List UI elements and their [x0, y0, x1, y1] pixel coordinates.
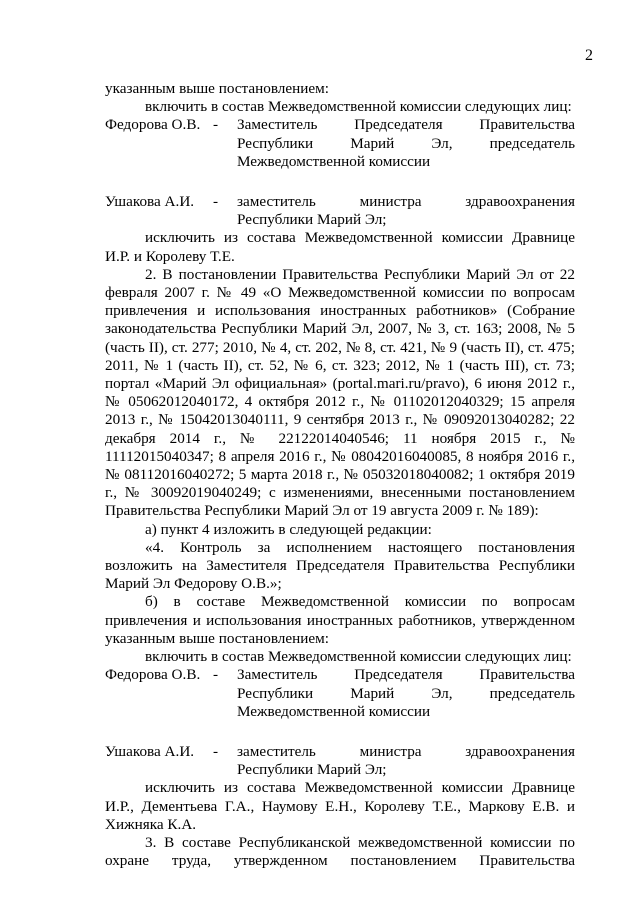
paragraph: 3. В составе Республиканской межведомственной комиссии по охране труда, утвержденном постановлением Правительства: [105, 833, 575, 870]
member-entry: [105, 116, 575, 171]
page-number: 2: [585, 47, 593, 64]
paragraph: б) в составе Межведомственной комиссии по вопросам привлечения и использования иностранных работников, утвержденном указанным выше постановлением:: [105, 593, 575, 647]
member-position: Заместитель Председателя Правительства Республики Марий Эл, председатель Межведомственной комиссии: [237, 666, 575, 720]
member-name: Ушакова А.И.: [105, 742, 195, 760]
member-name: Федорова О.В.: [105, 116, 201, 134]
member-dash: -: [213, 742, 219, 760]
member-position: Заместитель Председателя Правительства Республики Марий Эл, председатель Межведомственной комиссии: [237, 116, 575, 170]
paragraph: указанным выше постановлением:: [105, 80, 329, 97]
member-dash: -: [213, 116, 219, 134]
member-name: Ушакова А.И.: [105, 193, 195, 211]
member-position: заместитель министра здравоохранения Республики Марий Эл;: [237, 193, 575, 229]
member-entry: [105, 743, 575, 779]
paragraph: а) пункт 4 изложить в следующей редакции:: [145, 520, 432, 538]
member-position: заместитель министра здравоохранения Республики Марий Эл;: [237, 742, 575, 779]
member-dash: -: [213, 193, 219, 211]
member-entry: [105, 666, 575, 721]
member-entry: [105, 193, 575, 229]
paragraph: включить в состав Межведомственной комиссии следующих лиц:: [145, 648, 572, 666]
member-dash: -: [213, 666, 219, 684]
paragraph: 2. В постановлении Правительства Республики Марий Эл от 22 февраля 2007 г. № 49 «О Межведомственной комиссии по вопросам привлечения и использования иностранных работников» (Собрание законодательства Республики Марий Эл, 2007, № 3, ст. 163; 2008, № 5 (часть II), ст. 277; 2010, № 4, ст. 202, № 8, ст. 421, № 9 (часть II), ст. 475; 2011, № 1 (часть II), ст. 52, № 6, ст. 323; 2012, № 1 (часть III), ст. 73; портал «Марий Эл официальная» (portal.mari.ru/pravo), 6 июня 2012 г., № 05062012040172, 4 октября 2012 г., № 01102012040329; 15 апреля 2013 г., № 15042013040111, 9 сентября 2013 г., № 09092013040282; 22 декабря 2014 г., № 22122014040546; 11 ноября 2015 г., № 11112015040347; 8 апреля 2016 г., № 08042016040085, 8 ноября 2016 г., № 08112016040272; 5 марта 2018 г., № 05032018040082; 1 октября 2019 г., № 30092019040249; с изменениями, внесенными постановлением Правительства Республики Марий Эл от 19 августа 2009 г. № 189):: [105, 265, 575, 520]
document-body: [105, 80, 575, 870]
paragraph: исключить из состава Межведомственной комиссии Дравнице И.Р. и Королеву Т.Е.: [105, 229, 575, 265]
paragraph: исключить из состава Межведомственной комиссии Дравнице И.Р., Дементьева Г.А., Наумову Е.Н., Королеву Т.Е., Маркову Е.В. и Хижняка К.А.: [105, 779, 575, 833]
member-name: Федорова О.В.: [105, 666, 201, 684]
paragraph: включить в состав Межведомственной комиссии следующих лиц:: [145, 98, 572, 116]
paragraph: «4. Контроль за исполнением настоящего постановления возложить на Заместителя Председателя Правительства Республики Марий Эл Федорову О.В.»;: [105, 538, 575, 593]
